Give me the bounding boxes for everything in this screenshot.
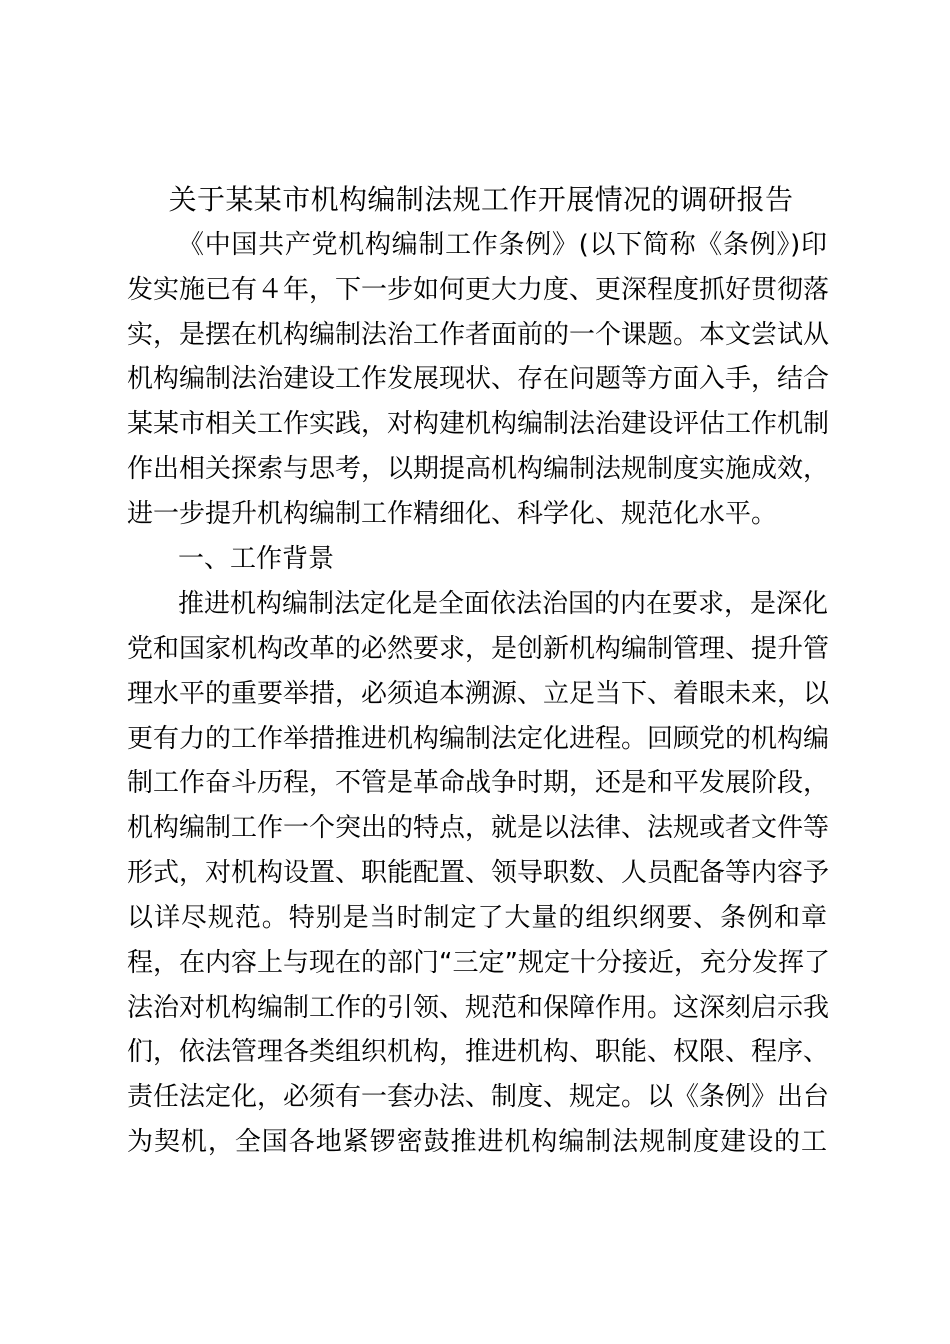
paragraph-line: 形式，对机构设置、职能配置、领导职数、人员配备等内容予 xyxy=(127,858,830,888)
paragraph-line: 进一步提升机构编制工作精细化、科学化、规范化水平。 xyxy=(127,499,778,529)
paragraph-line: 实，是摆在机构编制法治工作者面前的一个课题。本文尝试从 xyxy=(127,320,830,350)
paragraph-line: 机构编制工作一个突出的特点，就是以法律、法规或者文件等 xyxy=(127,813,830,843)
paragraph-line: 以详尽规范。特别是当时制定了大量的组织纲要、条例和章 xyxy=(127,903,827,933)
paragraph-line: 更有力的工作举措推进机构编制法定化进程。回顾党的机构编 xyxy=(127,724,830,754)
paragraph-line: 程，在内容上与现在的部门“三定”规定十分接近，充分发挥了 xyxy=(127,948,830,978)
paragraph-line: 党和国家机构改革的必然要求，是创新机构编制管理、提升管 xyxy=(127,634,830,664)
paragraph-line: 作出相关探索与思考，以期提高机构编制法规制度实施成效， xyxy=(127,454,830,484)
section-heading: 一、工作背景 xyxy=(178,544,335,574)
paragraph-line: 责任法定化，必须有一套办法、制度、规定。以《条例》出台 xyxy=(127,1082,830,1112)
paragraph-line: 制工作奋斗历程，不管是革命战争时期，还是和平发展阶段， xyxy=(127,768,830,798)
paragraph-line: 为契机，全国各地紧锣密鼓推进机构编制法规制度建设的工 xyxy=(127,1127,827,1157)
paragraph-line: 推进机构编制法定化是全面依法治国的内在要求，是深化 xyxy=(178,589,829,619)
paragraph-line: 机构编制法治建设工作发展现状、存在问题等方面入手，结合 xyxy=(127,364,830,394)
paragraph-line: 们，依法管理各类组织机构，推进机构、职能、权限、程序、 xyxy=(127,1037,830,1067)
paragraph-line: 理水平的重要举措，必须追本溯源、立足当下、着眼未来，以 xyxy=(127,679,830,709)
paragraph-line: 发实施已有４年，下一步如何更大力度、更深程度抓好贯彻落 xyxy=(127,275,830,305)
document-title: 关于某某市机构编制法规工作开展情况的调研报告 xyxy=(168,183,794,216)
paragraph-line: 《中国共产党机构编制工作条例》(以下简称《条例》)印 xyxy=(178,230,827,260)
paragraph-line: 某某市相关工作实践，对构建机构编制法治建设评估工作机制 xyxy=(127,409,830,439)
paragraph-line: 法治对机构编制工作的引领、规范和保障作用。这深刻启示我 xyxy=(127,993,830,1023)
